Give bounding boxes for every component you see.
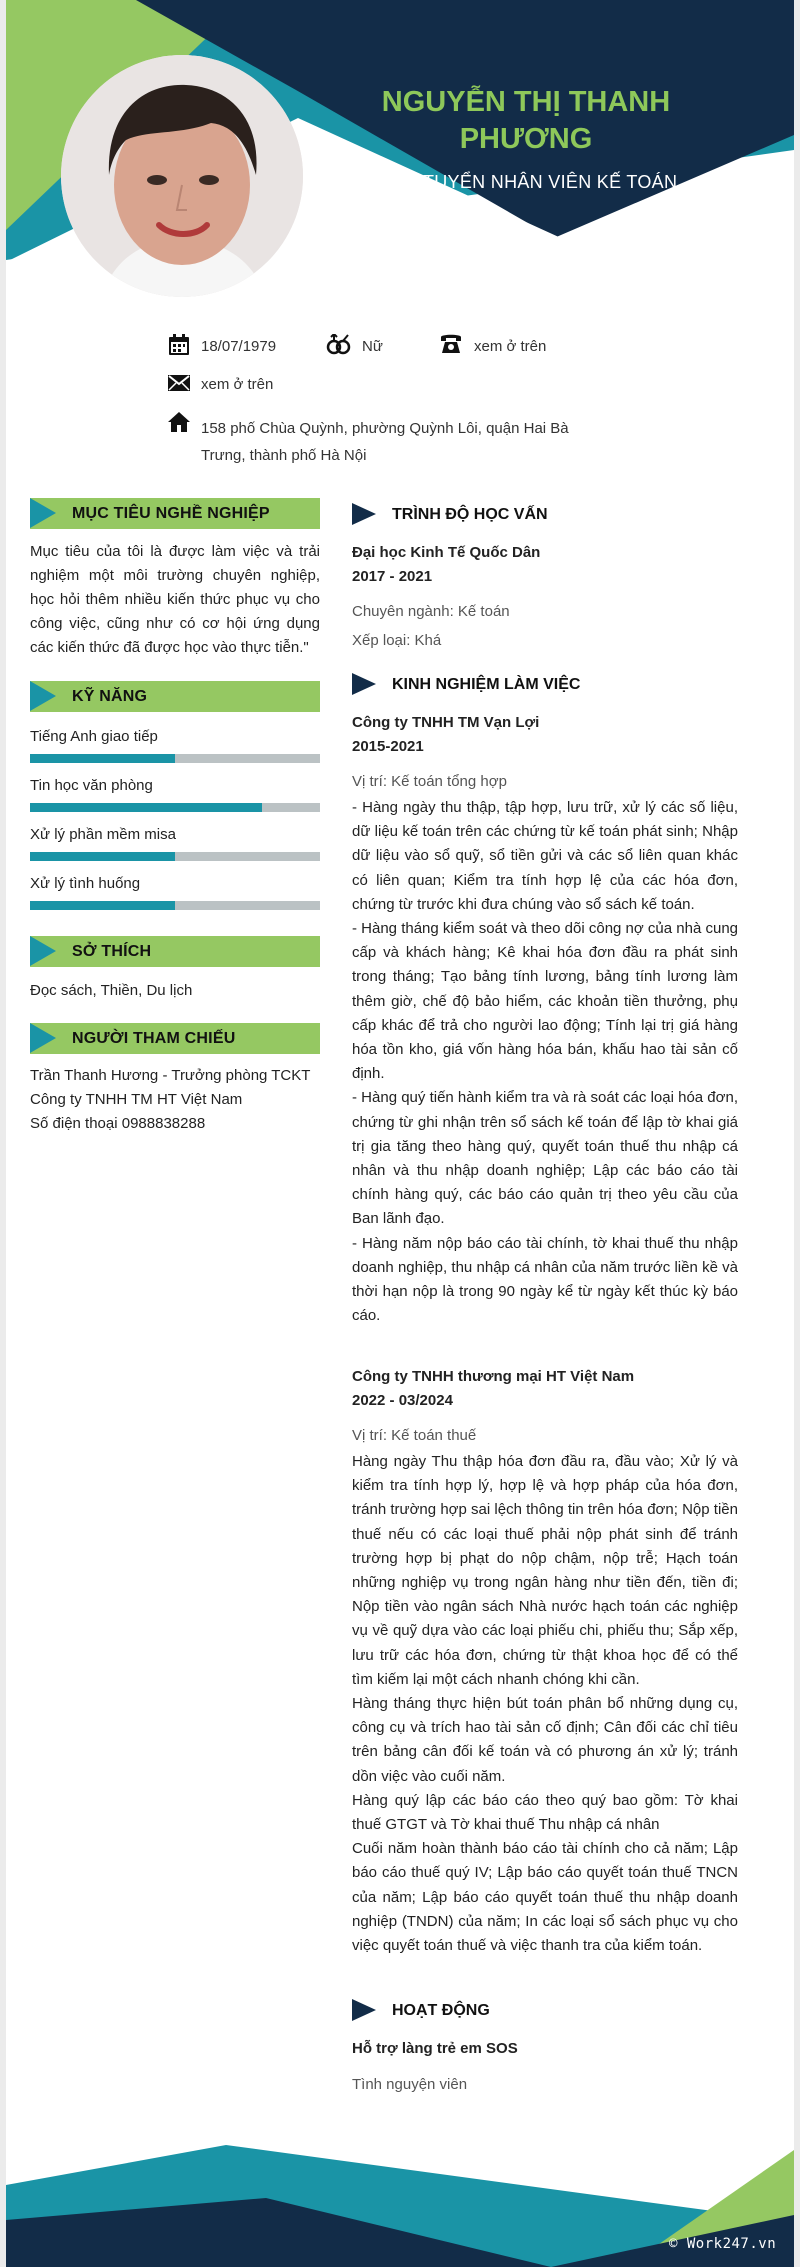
- skill-label: Xử lý tình huống: [30, 875, 141, 892]
- email-value: xem ở trên: [201, 376, 274, 393]
- skill-label: Tin học văn phòng: [30, 777, 153, 794]
- cv-page: [6, 0, 794, 2267]
- job-paragraph: - Hàng quý tiến hành kiểm tra và rà soát các loại hóa đơn, chứng từ ghi nhận trên sổ sách kế toán để lập tờ khai giá trị gia tăng theo hàng quý, quyết toán thuế thu nhập cá nhân và thu nhập doanh nghiệp; Lập các báo cáo tài chính hàng quý, các báo cáo quản trị theo yêu cầu của Ban lãnh đạo.: [352, 1089, 738, 1228]
- section-activities: [352, 1996, 742, 2026]
- watermark: © Work247.vn: [669, 2236, 777, 2252]
- skill-label: Tiếng Anh giao tiếp: [30, 728, 158, 745]
- job-description: [352, 1450, 738, 1958]
- job-period: 2015-2021: [352, 738, 424, 755]
- skill-label: Xử lý phần mềm misa: [30, 826, 176, 843]
- section-objective-title: MỤC TIÊU NGHỀ NGHIỆP: [72, 505, 270, 522]
- job-paragraph: Hàng ngày Thu thập hóa đơn đầu ra, đầu vào; Xử lý và kiểm tra tính hợp lý, hợp lệ và hợp pháp của hóa đơn, tránh trường hợp sai lệch thông tin trên hóa đơn; Nộp tiền thuế nếu có các loại thuế phải nộp phát sinh để tránh trường hợp bị phạt do nộp chậm, nộp trễ; Hạch toán những nghiệp vụ trong ngân hàng như tiền đến, tiền đi; Nộp tiền vào ngân sách Nhà nước hạch toán các nghiệp vụ về quỹ dựa vào các loại phiếu chi, phiếu thu; Sắp xếp, lưu trữ các hóa đơn, chứng từ thật khoa học để có thể tìm kiếm lại một cách nhanh chóng khi cần.: [352, 1453, 738, 1688]
- job-paragraph: - Hàng ngày thu thập, tập hợp, lưu trữ, xử lý các số liệu, dữ liệu kế toán trên các chứng từ kế toán phát sinh; Nhập dữ liệu vào sổ quỹ, sổ tiền gửi và các sổ liên quan khác có liên quan; Kiểm tra tính hợp lệ của các hóa đơn, chứng từ trước khi đưa chúng vào sổ sách kế toán.: [352, 799, 738, 913]
- education-school: Đại học Kinh Tế Quốc Dân: [352, 544, 541, 561]
- section-skills-title: KỸ NĂNG: [72, 688, 148, 705]
- section-hobbies-title: SỞ THÍCH: [72, 943, 152, 960]
- phone-value: xem ở trên: [474, 338, 547, 355]
- job-paragraph: Hàng tháng thực hiện bút toán phân bổ những dụng cụ, công cụ và trích hao tài sản cố định; Cân đối các chỉ tiêu trên bảng cân đối kế toán và có phương án xử lý; tránh dồn việc vào cuối năm.: [352, 1695, 738, 1785]
- skill-fill: [30, 901, 175, 910]
- job-role: Vị trí: Kế toán thuế: [352, 1427, 477, 1444]
- section-references-title: NGƯỜI THAM CHIẾU: [72, 1030, 236, 1047]
- applied-position: ỨNG TUYỂN NHÂN VIÊN KẾ TOÁN: [374, 172, 678, 192]
- email-icon: [168, 374, 190, 392]
- job-company: Công ty TNHH thương mại HT Việt Nam: [352, 1368, 635, 1385]
- address-value: 158 phố Chùa Quỳnh, phường Quỳnh Lôi, quận Hai Bà Trưng, thành phố Hà Nội: [201, 420, 569, 464]
- skill-bar: [30, 754, 320, 763]
- phone-icon: [439, 333, 463, 355]
- activity-role: Tình nguyện viên: [352, 2076, 468, 2093]
- section-objective: [30, 498, 320, 529]
- skill-bar: [30, 852, 320, 861]
- section-education-title: TRÌNH ĐỘ HỌC VẤN: [392, 506, 548, 523]
- job-paragraph: - Hàng tháng kiểm soát và theo dõi công nợ của nhà cung cấp và khách hàng; Kê khai hóa đơn đầu ra phát sinh trong tháng; Tạo bảng tính lương, bảng tính lương làm thêm giờ, chế độ bảo hiểm, các khoản tiền thưởng, phụ cấp khác để trả cho người lao động; Tính lại trị giá hàng hóa tồn kho, giá vốn hàng hóa bán, khấu hao tài sản cố định.: [352, 920, 738, 1083]
- calendar-icon: [168, 334, 190, 356]
- section-experience: [352, 670, 742, 700]
- section-hobbies: [30, 936, 320, 967]
- avatar: [61, 55, 303, 297]
- birthday-value: 18/07/1979: [201, 338, 277, 355]
- reference-line: Công ty TNHH TM HT Việt Nam: [30, 1091, 243, 1108]
- section-references: [30, 1023, 320, 1054]
- home-icon: [167, 411, 191, 433]
- job-period: 2022 - 03/2024: [352, 1392, 453, 1409]
- portrait-illustration: [61, 55, 303, 297]
- education-grade: Xếp loại: Khá: [352, 632, 442, 649]
- job-paragraph: Cuối năm hoàn thành báo cáo tài chính cho cả năm; Lập báo cáo thuế quý IV; Lập báo cáo quyết toán thuế TNCN của năm; Lập báo cáo quyết toán thuế thu nhập doanh nghiệp (TNDN) của năm; In các loại sổ sách phục vụ cho việc quyết toán thuế và việc thanh tra của kiểm toán.: [352, 1840, 738, 1955]
- gender-icon: [326, 334, 352, 356]
- skill-bar: [30, 803, 320, 812]
- section-activities-title: HOẠT ĐỘNG: [392, 2002, 490, 2019]
- objective-text: Mục tiêu của tôi là được làm việc và trải nghiệm một môi trường chuyên nghiệp, học hỏi thêm nhiều kiến thức phục vụ cho công việc, cũng như có cơ hội ứng dụng các kiến thức đã được học vào thực tiễn.": [30, 543, 320, 656]
- job-description: [352, 796, 738, 1328]
- education-years: 2017 - 2021: [352, 568, 433, 585]
- job-paragraph: - Hàng năm nộp báo cáo tài chính, tờ khai thuế thu nhập doanh nghiệp, thu nhập cá nhân của năm trước liền kề và thời hạn nộp là trong 90 ngày kể từ ngày kết thúc kỳ báo cáo.: [352, 1234, 738, 1325]
- hobbies-text: Đọc sách, Thiền, Du lịch: [30, 982, 193, 999]
- job-role: Vị trí: Kế toán tổng hợp: [352, 773, 507, 790]
- candidate-name: NGUYỄN THỊ THANH PHƯƠNG: [381, 86, 671, 155]
- reference-line: Trần Thanh Hương - Trưởng phòng TCKT: [30, 1067, 311, 1084]
- skill-fill: [30, 803, 262, 812]
- section-education: [352, 500, 742, 530]
- reference-line: Số điện thoại 0988838288: [30, 1115, 206, 1132]
- gender-value: Nữ: [362, 338, 383, 355]
- skill-fill: [30, 852, 175, 861]
- job-paragraph: Hàng quý lập các báo cáo theo quý bao gồm: Tờ khai thuế GTGT và Tờ khai thuế Thu nhập cá nhân: [352, 1791, 738, 1834]
- education-major: Chuyên ngành: Kế toán: [352, 603, 510, 620]
- job-company: Công ty TNHH TM Vạn Lợi: [352, 714, 540, 731]
- skill-fill: [30, 754, 175, 763]
- activity-name: Hỗ trợ làng trẻ em SOS: [352, 2040, 518, 2057]
- skill-bar: [30, 901, 320, 910]
- section-experience-title: KINH NGHIỆM LÀM VIỆC: [392, 676, 581, 693]
- section-skills: [30, 681, 320, 712]
